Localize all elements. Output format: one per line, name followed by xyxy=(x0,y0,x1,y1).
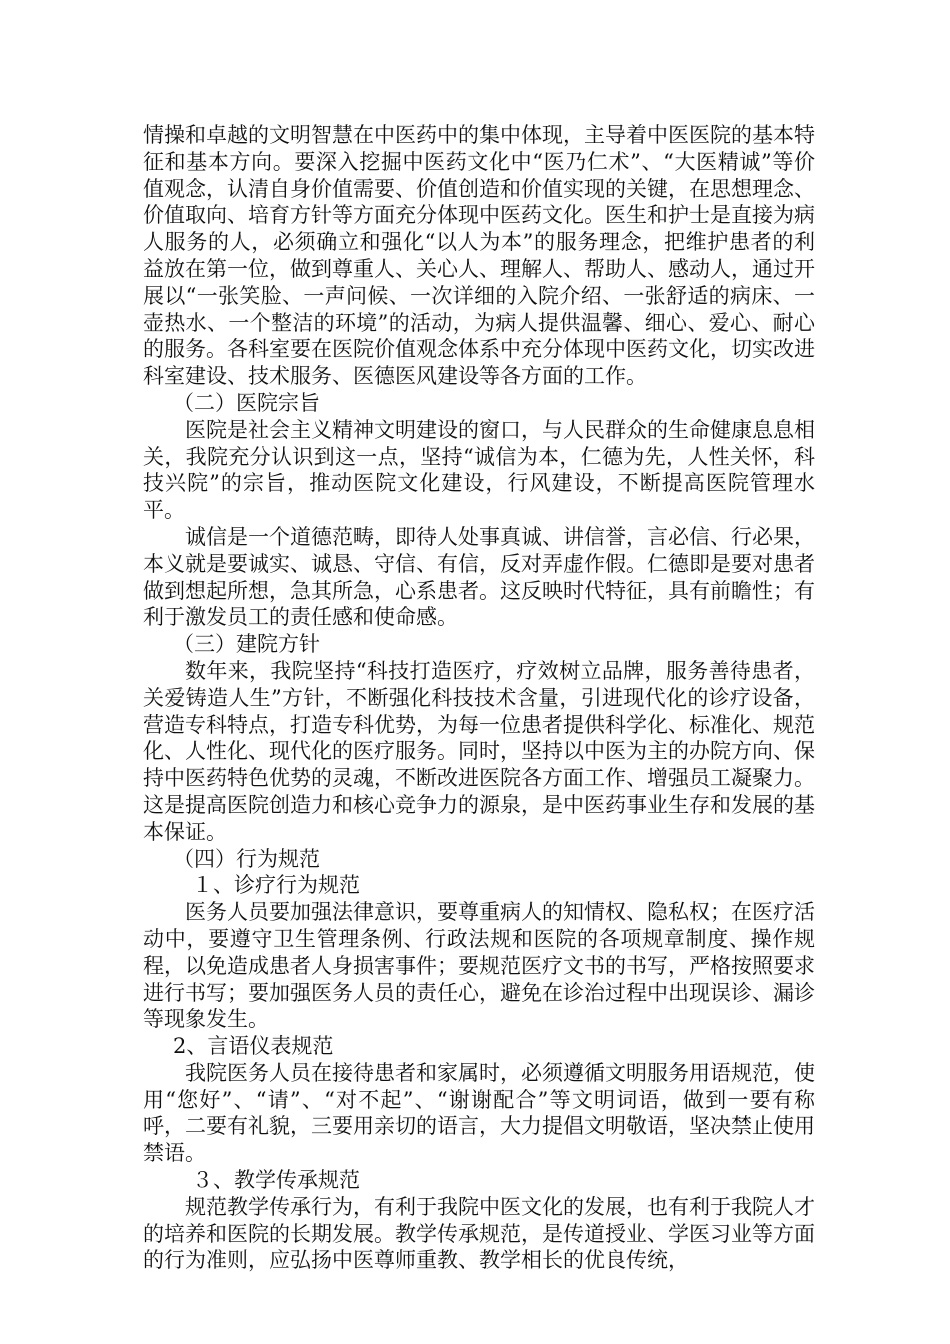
section-heading-conduct: （四）行为规范 xyxy=(173,846,320,871)
paragraph-speech: 我院医务人员在接待患者和家属时，必须遵循文明服务用语规范，使用“您好”、“请”、“对不起”、“谢谢配合”等文明词语，做到一要有称呼，二要有礼貌，三要用亲切的语言，大力提倡文明敬语，坚决禁止使用禁语。 xyxy=(143,1060,815,1166)
section-heading-mission: （二）医院宗旨 xyxy=(173,390,320,415)
paragraph-integrity: 诚信是一个道德范畴，即待人处事真诚、讲信誉，言必信、行必果，本义就是要诚实、诚恳、守信、有信，反对弄虚作假。仁德即是要对患者做到想起所想，急其所急，心系患者。这反映时代特征，具有前瞻性；有利于激发员工的责任感和使命感。 xyxy=(143,524,815,630)
paragraph-mission: 医院是社会主义精神文明建设的窗口，与人民群众的生命健康息息相关，我院充分认识到这一点，坚持“诚信为本，仁德为先，人性关怀，科技兴院”的宗旨，推动医院文化建设，行风建设，不断提高医院管理水平。 xyxy=(143,417,815,523)
subheading-speech: 2、言语仪表规范 xyxy=(173,1034,334,1059)
subheading-teaching: ３、教学传承规范 xyxy=(192,1168,360,1193)
section-heading-policy: （三）建院方针 xyxy=(173,632,320,657)
paragraph-continuation: 情操和卓越的文明智慧在中医药中的集中体现，主导着中医医院的基本特征和基本方向。要深入挖掘中医药文化中“医乃仁术”、“大医精诚”等价值观念，认清自身价值需要、价值创造和价值实现的关键，在思想理念、价值取向、培育方针等方面充分体现中医药文化。医生和护士是直接为病人服务的人，必须确立和强化“以人为本”的服务理念，把维护患者的利益放在第一位，做到尊重人、关心人、理解人、帮助人、感动人，通过开展以“一张笑脸、一声问候、一次详细的入院介绍、一张舒适的病床、一壶热水、一个整洁的环境”的活动，为病人提供温馨、细心、爱心、耐心的服务。各科室要在医院价值观念体系中充分体现中医药文化，切实改进科室建设、技术服务、医德医风建设等各方面的工作。 xyxy=(143,123,815,389)
subheading-diagnosis: １、诊疗行为规范 xyxy=(192,873,360,898)
paragraph-diagnosis: 医务人员要加强法律意识，要尊重病人的知情权、隐私权；在医疗活动中，要遵守卫生管理条例、行政法规和医院的各项规章制度、操作规程，以免造成患者人身损害事件；要规范医疗文书的书写，严格按照要求进行书写；要加强医务人员的责任心，避免在诊治过程中出现误诊、漏诊等现象发生。 xyxy=(143,900,815,1032)
document-page xyxy=(143,122,815,1274)
paragraph-policy: 数年来，我院坚持“科技打造医疗，疗效树立品牌，服务善待患者，关爱铸造人生”方针，不断强化科技技术含量，引进现代化的诊疗设备，营造专科特点，打造专科优势，为每一位患者提供科学化、标准化、规范化、人性化、现代化的医疗服务。同时，坚持以中医为主的办院方向、保持中医药特色优势的灵魂，不断改进医院各方面工作、增强员工凝聚力。这是提高医院创造力和核心竞争力的源泉，是中医药事业生存和发展的基本保证。 xyxy=(143,658,815,844)
paragraph-teaching: 规范教学传承行为，有利于我院中医文化的发展，也有利于我院人才的培养和医院的长期发展。教学传承规范，是传道授业、学医习业等方面的行为准则，应弘扬中医尊师重教、教学相长的优良传统， xyxy=(143,1194,815,1273)
